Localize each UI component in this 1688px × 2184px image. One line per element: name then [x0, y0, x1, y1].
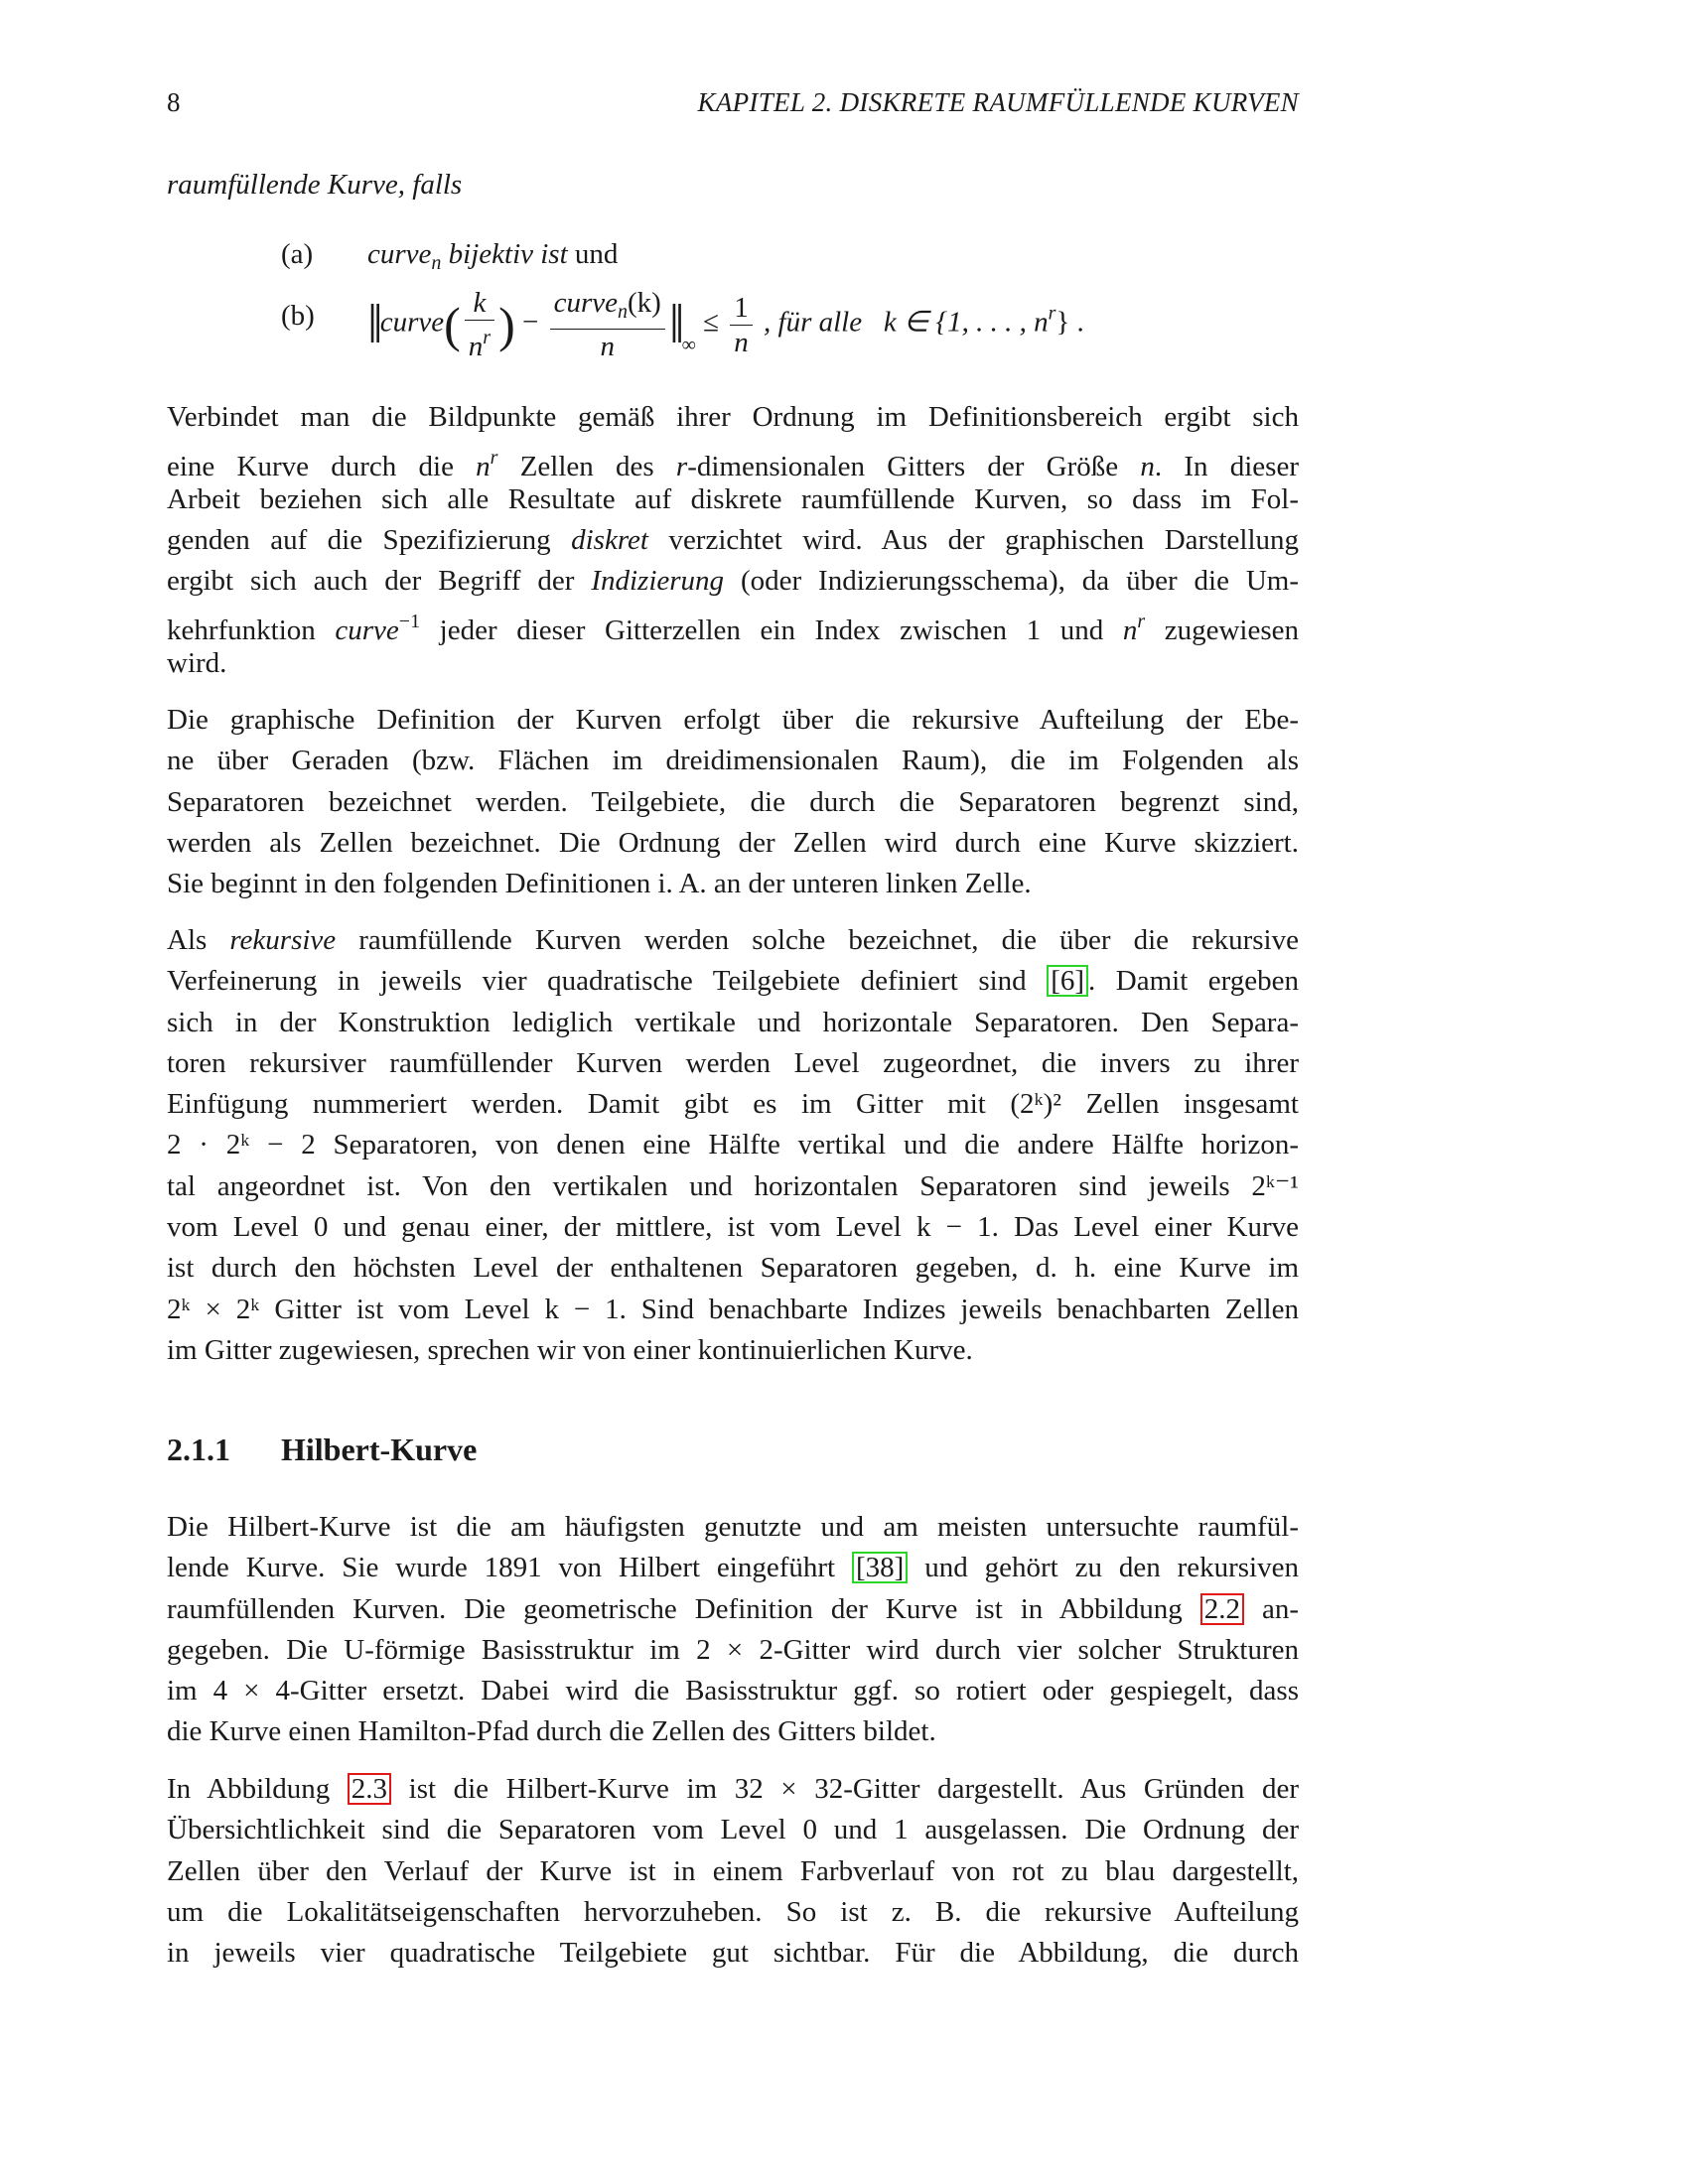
figure-ref-link[interactable]: 2.3	[348, 1773, 391, 1805]
text-line: Die Hilbert-Kurve ist die am häufigsten genutzte und am meisten untersuchte raumfül-	[167, 1511, 1299, 1543]
text-line: gegeben. Die U-förmige Basisstruktur im 2 × 2-Gitter wird durch vier solcher Strukturen	[167, 1633, 1299, 1666]
running-title: KAPITEL 2. DISKRETE RAUMFÜLLENDE KURVEN	[697, 87, 1299, 117]
condition-label: (b)	[281, 300, 315, 332]
condition-b-formula: ‖ curve( $\frac{k}{n^r}$ ) − $\frac{curve_n(k)}{n}$ ‖ $_\infty$ ≤ $\frac{1}{n}$ , für alle k ∈ {1, . . . , $n^r$} .	[367, 287, 1084, 362]
lead-in-text: raumfüllende Kurve, falls	[167, 169, 463, 201]
text-line: 2ᵏ × 2ᵏ Gitter ist vom Level k − 1. Sind benachbarte Indizes jeweils benachbarten Zellen	[167, 1293, 1299, 1325]
text-line: wird.	[167, 646, 227, 679]
condition-a-body: curve$_n$ bijektiv ist und	[367, 238, 619, 274]
text-line: ne über Geraden (bzw. Flächen im dreidimensionalen Raum), die im Folgenden als	[167, 745, 1299, 777]
text-line: Die graphische Definition der Kurven erfolgt über die rekursive Aufteilung der Ebe-	[167, 704, 1299, 736]
text-line: tal angeordnet ist. Von den vertikalen und horizontalen Separatoren sind jeweils 2ᵏ⁻¹	[167, 1169, 1299, 1202]
text-line: im Gitter zugewiesen, sprechen wir von einer kontinuierlichen Kurve.	[167, 1333, 973, 1366]
text-line: toren rekursiver raumfüllender Kurven werden Level zugeordnet, die invers zu ihrer	[167, 1046, 1299, 1079]
text-line: ergibt sich auch der Begriff der Indizierung (oder Indizierungsschema), da über die Um-	[167, 565, 1300, 598]
text-line: Übersichtlichkeit sind die Separatoren vom Level 0 und 1 ausgelassen. Die Ordnung der	[167, 1814, 1299, 1846]
text-line: ist durch den höchsten Level der enthaltenen Separatoren gegeben, d. h. eine Kurve im	[167, 1252, 1299, 1285]
text-line: Sie beginnt in den folgenden Definitionen i. A. an der unteren linken Zelle.	[167, 868, 1032, 900]
text-line: 2 · 2ᵏ − 2 Separatoren, von denen eine Hälfte vertikal und die andere Hälfte horizon-	[167, 1129, 1299, 1161]
citation-link[interactable]: [6]	[1047, 965, 1088, 997]
text-line: vom Level 0 und genau einer, der mittlere, ist vom Level k − 1. Das Level einer Kurve	[167, 1211, 1299, 1244]
condition-label: (a)	[281, 238, 314, 270]
section-title: Hilbert-Kurve	[281, 1432, 478, 1467]
text-line: eine Kurve durch die $n^r$ Zellen des r-dimensionalen Gitters der Größe n. In dieser	[167, 447, 1299, 483]
text-line: kehrfunktion curve$^{-1}$ jeder dieser Gitterzellen ein Index zwischen 1 und $n^r$ zugewiesen	[167, 611, 1299, 647]
text-line: Separatoren bezeichnet werden. Teilgebiete, die durch die Separatoren begrenzt sind,	[167, 785, 1299, 818]
paragraph-1	[167, 397, 1299, 684]
text-line: Verbindet man die Bildpunkte gemäß ihrer Ordnung im Definitionsbereich ergibt sich	[167, 401, 1299, 433]
text-line: Als rekursive raumfüllende Kurven werden solche bezeichnet, die über die rekursive	[167, 924, 1299, 956]
text-line: genden auf die Spezifizierung diskret verzichtet wird. Aus der graphischen Darstellung	[167, 523, 1299, 556]
figure-ref-link[interactable]: 2.2	[1200, 1593, 1244, 1625]
paragraph-3	[167, 920, 1299, 1371]
text-line: werden als Zellen bezeichnet. Die Ordnung der Zellen wird durch eine Kurve skizziert.	[167, 826, 1299, 859]
text-line: Einfügung nummeriert werden. Damit gibt es im Gitter mit (2ᵏ)² Zellen insgesamt	[167, 1088, 1299, 1121]
paragraph-4	[167, 1507, 1299, 1753]
text-line: Zellen über den Verlauf der Kurve ist in einem Farbverlauf von rot zu blau dargestellt,	[167, 1854, 1299, 1887]
text-line: In Abbildung 2.3 ist die Hilbert-Kurve im 32 × 32-Gitter dargestellt. Aus Gründen der	[167, 1773, 1299, 1805]
text-line: raumfüllenden Kurven. Die geometrische Definition der Kurve ist in Abbildung 2.2 an-	[167, 1592, 1299, 1625]
condition-b	[167, 287, 1299, 367]
page-number: 8	[167, 87, 181, 117]
section-number: 2.1.1	[167, 1432, 230, 1467]
text-line: im 4 × 4-Gitter ersetzt. Dabei wird die Basisstruktur ggf. so rotiert oder gespiegelt, dass	[167, 1675, 1299, 1707]
text-line: Verfeinerung in jeweils vier quadratische Teilgebiete definiert sind [6] . Damit ergeben	[167, 965, 1300, 998]
text-line: sich in der Konstruktion lediglich vertikale und horizontale Separatoren. Den Separa-	[167, 1006, 1299, 1038]
page-header	[167, 87, 1299, 123]
paragraph-2	[167, 700, 1299, 904]
text-line: Arbeit beziehen sich alle Resultate auf diskrete raumfüllende Kurven, so dass im Fol-	[167, 482, 1299, 515]
text-line: lende Kurve. Sie wurde 1891 von Hilbert eingeführt [38] und gehört zu den rekursiven	[167, 1552, 1299, 1584]
text-line: in jeweils vier quadratische Teilgebiete gut sichtbar. Für die Abbildung, die durch	[167, 1937, 1299, 1970]
citation-link[interactable]: [38]	[852, 1552, 908, 1583]
text-line: die Kurve einen Hamilton-Pfad durch die Zellen des Gitters bildet.	[167, 1715, 936, 1748]
text-line: um die Lokalitätseigenschaften hervorzuheben. So ist z. B. die rekursive Aufteilung	[167, 1895, 1299, 1928]
paragraph-5	[167, 1769, 1299, 1974]
section-heading	[167, 1432, 477, 1468]
